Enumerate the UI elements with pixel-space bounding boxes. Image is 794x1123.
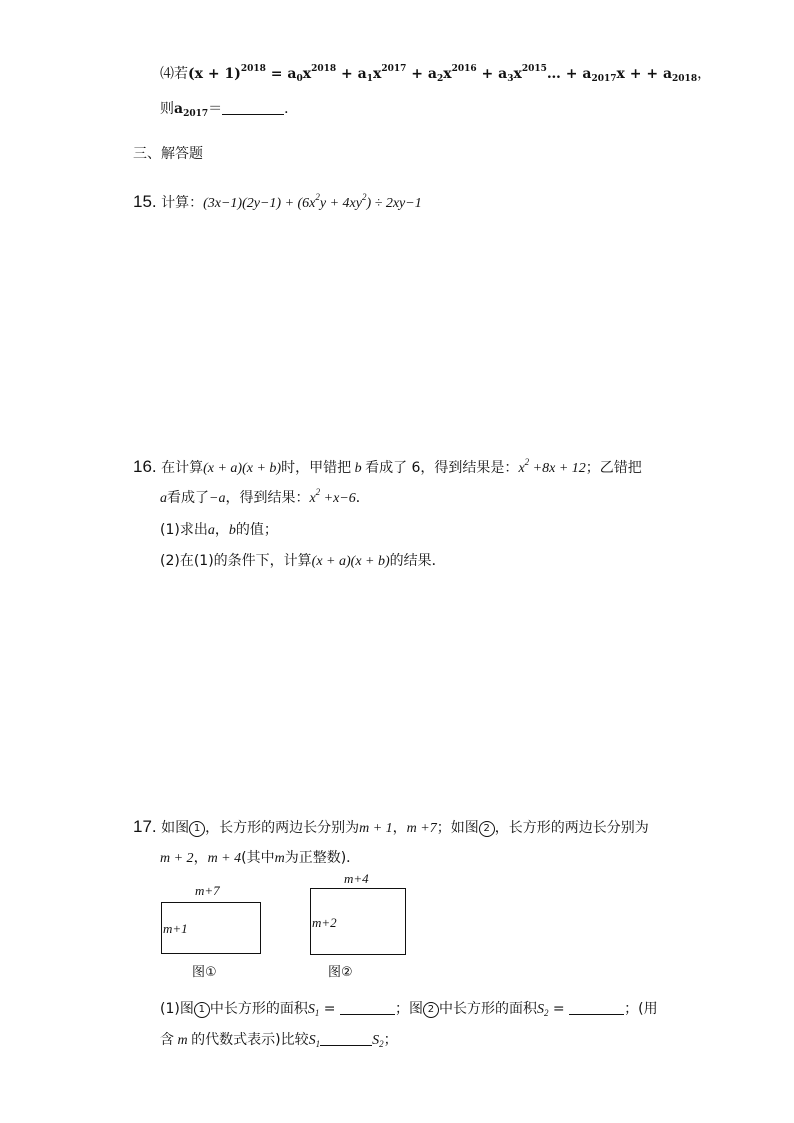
fig1-side-label: m+1 [163,921,188,936]
q16-number: 16. [133,457,157,476]
q17-sub1-line2: 含 m 的代数式表示)比较$S_1$ $S_2$； [160,1032,398,1049]
circled-2: 2 [479,821,495,837]
answer-blank[interactable] [222,100,284,115]
q16-sub1: (1)求出a，b的值； [160,522,278,538]
q17-sub1-line1: (1)图 1 中长方形的面积$S_1$ = ；图 2 中长方形的面积$S_2$ = ；(用 [160,1001,658,1018]
q14-4-answer-lead: 则 [160,101,174,117]
q17-line2: m + 2，m + 4(其中m为正整数)． [160,850,361,866]
answer-var: $a_{2017}$ [174,101,209,119]
fig1-top-label: m+7 [195,883,220,898]
q16-sub2: (2)在(1)的条件下，计算(x + a)(x + b)的结果． [160,553,446,569]
q16-line1: 16. 在计算(x + a)(x + b)时，甲错把 b 看成了 6，得到结果是：$x^2 +8x + 12$；乙错把 [133,457,642,476]
section-title: 三、解答题 [133,146,203,162]
q15-prompt: 计算： [161,195,204,211]
compare-blank[interactable] [320,1031,372,1046]
q15-expression: $(3x-1)(2y-1) + (6x^2y + 4xy^2) \div 2xy-1$ [203,192,422,211]
fig1-caption: 图① [192,965,217,980]
fig2-side-label: m+2 [312,915,337,930]
fig2-top-label: m+4 [344,871,369,886]
q14-4-suffix: ， [697,66,712,82]
expansion-expression: $(x + 1)^{2018} = a_0x^{2018} + a_1x^{2017} + a_2x^{2016}$ + $a_3x^{2015}\dots + a_{2017}x$ + + $a_{2018}$ [188,64,698,84]
q17-number: 17. [133,817,157,836]
q14-4-line2: 则$a_{2017}=$ ． [160,101,299,119]
q14-4-prefix: ⑷若 [160,66,188,82]
circled-1: 1 [189,821,205,837]
s2-blank[interactable] [569,1000,624,1015]
s1-blank[interactable] [340,1000,395,1015]
q17-line1: 17. 如图 1 ，长方形的两边长分别为m + 1，m +7；如图 2 ，长方形的两边长分别为 [133,817,649,836]
q15-number: 15. [133,192,157,211]
q14-4-line1 [160,64,711,84]
fig2-caption: 图② [328,965,353,980]
q15-line [133,192,422,214]
q16-line2: a看成了−a，得到结果：$x^2 +x-6$． [160,487,370,506]
